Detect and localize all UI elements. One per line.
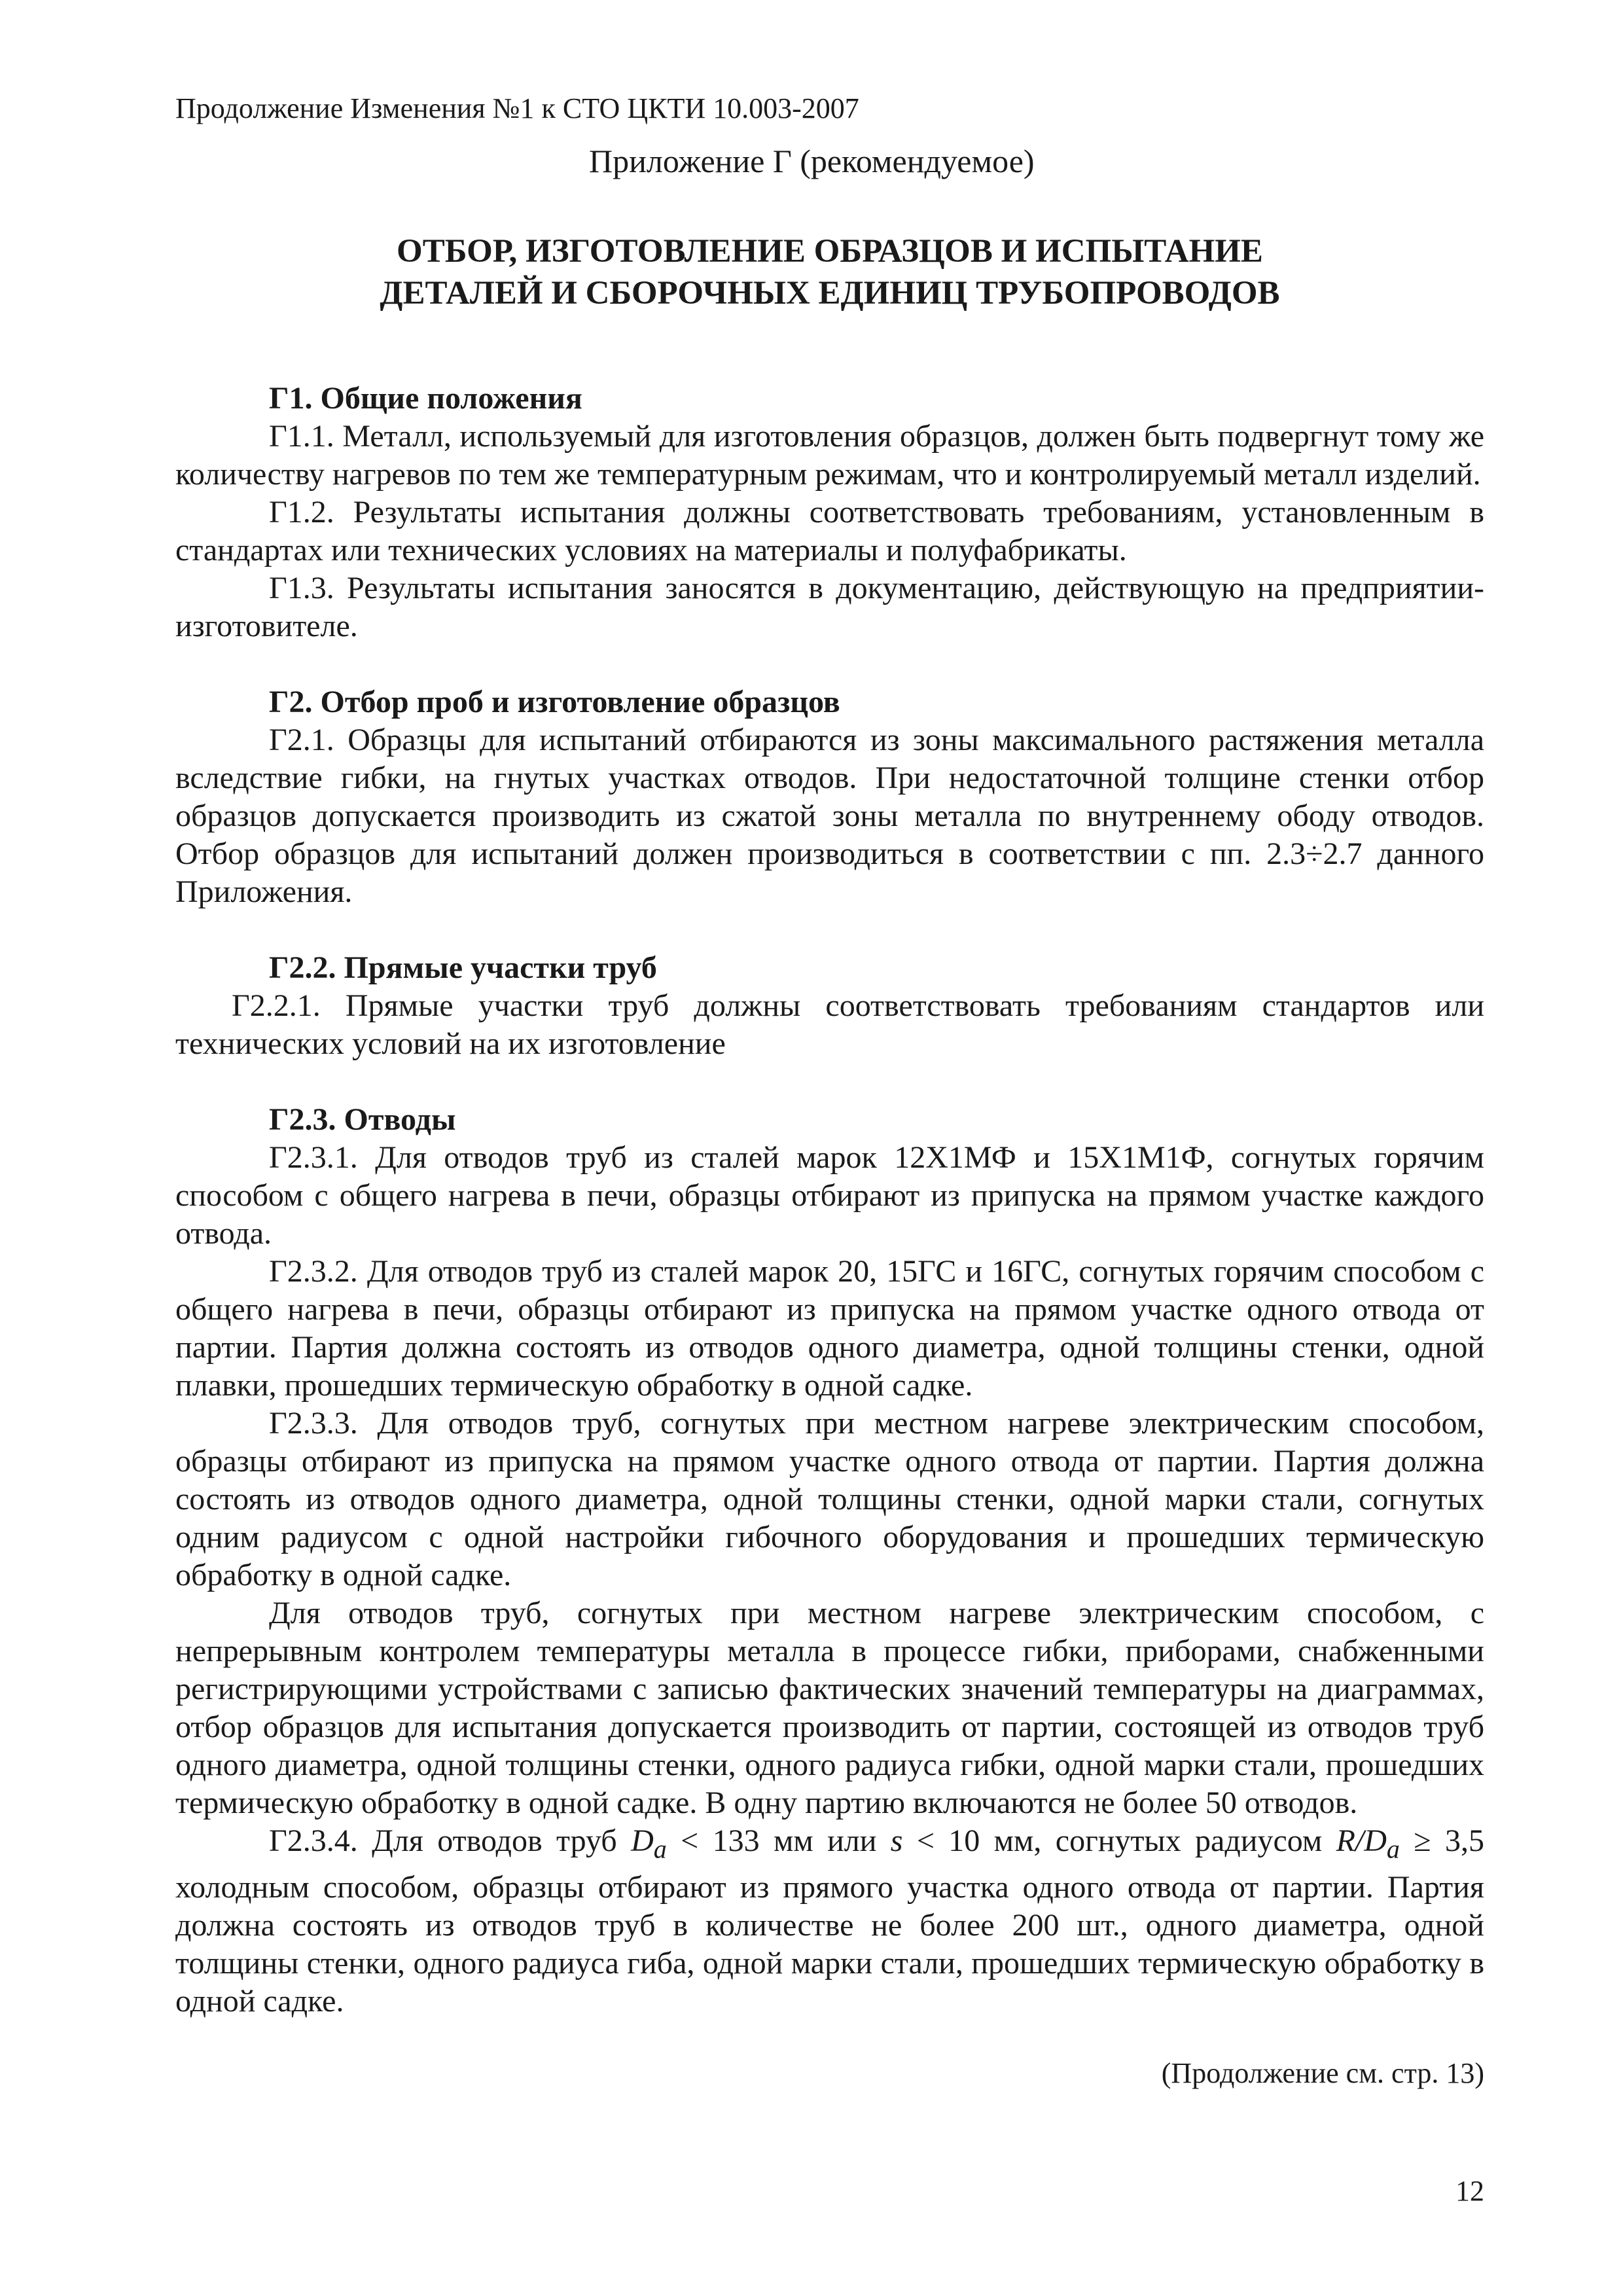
document-body — [175, 380, 1484, 2020]
page-number: 12 — [1455, 2175, 1484, 2207]
title-line-2: ДЕТАЛЕЙ И СБОРОЧНЫХ ЕДИНИЦ ТРУБОПРОВОДОВ — [380, 275, 1280, 312]
document-header: Продолжение Изменения №1 к СТО ЦКТИ 10.003-2007 — [175, 92, 859, 124]
text-run: < 133 мм или — [666, 1823, 891, 1858]
section-heading-g1: Г1. Общие положения — [269, 381, 582, 416]
paragraph-g1-1: Г1.1. Металл, используемый для изготовления образцов, должен быть подвергнут тому же количеству нагревов по тем же температурным режимам, что и контролируемый металл изделий. — [175, 419, 1484, 492]
paragraph-g2-1: Г2.1. Образцы для испытаний отбираются из зоны максимального растяжения металла вследствие гибки, на гнутых участках отводов. При недостаточной толщине стенки отбор образцов допускается производить из сжатой зоны металла по внутреннему ободу отводов. Отбор образцов для испытаний должен производиться в соответствии с пп. 2.3÷2.7 данного Приложения. — [175, 723, 1484, 909]
paragraph-g2-2-1: Г2.2.1. Прямые участки труб должны соответствовать требованиям стандартов или технических условий на их изготовление — [175, 988, 1484, 1061]
subscript-a: a — [653, 1834, 667, 1864]
paragraph-g2-3-3-continued: Для отводов труб, согнутых при местном нагреве электрическим способом, с непрерывным контролем температуры металла в процессе гибки, приборами, снабженными регистрирующими устройствами с записью фактических значений температуры на диаграммах, отбор образцов для испытания допускается производить от партии, состоящей из отводов труб одного диаметра, одной толщины стенки, одного радиуса гибки, одной марки стали, прошедших термическую обработку в одной садке. В одну партию включаются не более 50 отводов. — [175, 1596, 1484, 1820]
variable-r-over-d: R/D — [1336, 1823, 1387, 1858]
continuation-note: (Продолжение см. стр. 13) — [1161, 2057, 1484, 2089]
paragraph-g1-3: Г1.3. Результаты испытания заносятся в документацию, действующую на предприятии-изготовителе. — [175, 571, 1484, 643]
paragraph-g1-2: Г1.2. Результаты испытания должны соответствовать требованиям, установленным в стандартах или технических условиях на материалы и полуфабрикаты. — [175, 495, 1484, 567]
text-run: ≥ 3,5 холодным способом, образцы отбирают из прямого участка одного отвода от партии. Партия должна состоять из отводов труб в количестве не более 200 шт., одного диаметра, одной толщины стенки, одного радиуса гиба, одной марки стали, прошедших термическую обработку в одной садке. — [175, 1823, 1485, 2018]
section-heading-g2-3: Г2.3. Отводы — [269, 1102, 456, 1137]
variable-d: D — [631, 1823, 654, 1858]
paragraph-g2-3-4 — [175, 1822, 1484, 2020]
document-title — [175, 230, 1484, 314]
section-heading-g2-2: Г2.2. Прямые участки труб — [269, 950, 657, 985]
subscript-a: a — [1386, 1834, 1400, 1864]
text-run: Г2.3.4. Для отводов труб — [269, 1823, 632, 1858]
title-line-1: ОТБОР, ИЗГОТОВЛЕНИЕ ОБРАЗЦОВ И ИСПЫТАНИЕ — [397, 233, 1263, 270]
text-run: < 10 мм, согнутых радиусом — [902, 1823, 1336, 1858]
section-heading-g2: Г2. Отбор проб и изготовление образцов — [269, 685, 840, 719]
paragraph-g2-3-3: Г2.3.3. Для отводов труб, согнутых при местном нагреве электрическим способом, образцы отбирают из припуска на прямом участке одного отвода от партии. Партия должна состоять из отводов одного диаметра, одной толщины стенки, одной марки стали, согнутых одним радиусом с одной настройки гибочного оборудования и прошедших термическую обработку в одной садке. — [175, 1406, 1484, 1592]
appendix-label: Приложение Г (рекомендуемое) — [589, 143, 1035, 179]
paragraph-g2-3-1: Г2.3.1. Для отводов труб из сталей марок 12Х1МФ и 15Х1М1Ф, согнутых горячим способом с общего нагрева в печи, образцы отбирают из припуска на прямом участке каждого отвода. — [175, 1140, 1484, 1251]
variable-s: s — [890, 1823, 903, 1858]
paragraph-g2-3-2: Г2.3.2. Для отводов труб из сталей марок 20, 15ГС и 16ГС, согнутых горячим способом с общего нагрева в печи, образцы отбирают из припуска на прямом участке одного отвода от партии. Партия должна состоять из отводов одного диаметра, одной толщины стенки, одной плавки, прошедших термическую обработку в одной садке. — [175, 1254, 1484, 1403]
